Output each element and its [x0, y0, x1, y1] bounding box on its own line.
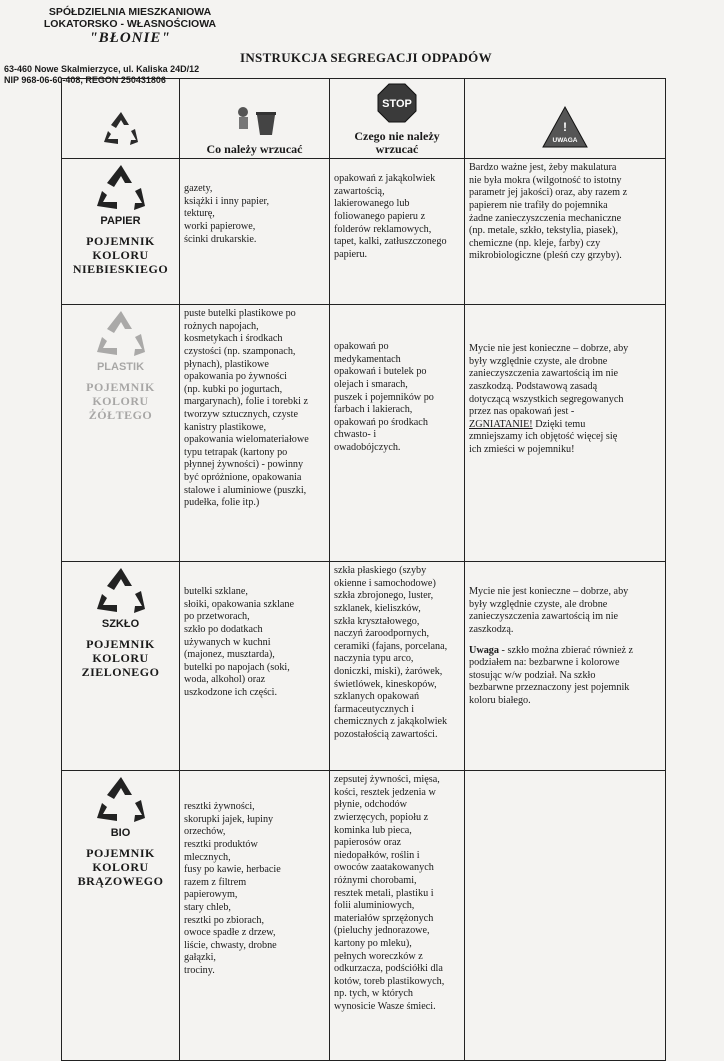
list-item: opakowania wielomateriałowe [184, 434, 309, 446]
list-item: butelki po napojach (soki, [184, 661, 290, 673]
note-cell [465, 305, 666, 562]
list-item: owoce spadłe z drzew, [184, 927, 276, 939]
list-item: rożnych napojach, [184, 320, 259, 332]
note-line: były względnie czyste, ale drobne [469, 598, 608, 610]
list-item: ścinki drukarskie. [184, 233, 257, 245]
list-item: szkło po dodatkach [184, 623, 263, 635]
note-line: były względnie czyste, ale drobne [469, 355, 608, 367]
bin-line-1: POJEMNIK [86, 636, 155, 651]
list-item: zawartością, [334, 185, 385, 197]
list-item: zwierzęcych, popiołu z [334, 811, 429, 823]
list-item: tworzyw sztucznych, czyste [184, 408, 298, 420]
header-cell-warning [465, 79, 666, 159]
list-item: materiałów sprzężonych [334, 912, 434, 924]
list-item: folii aluminiowych, [334, 900, 415, 912]
list-item: razem z filtrem [184, 876, 247, 888]
list-item: kości, resztek jedzenia w [334, 786, 436, 798]
list-item: szklanych opakowań [334, 691, 420, 703]
note-line: zaszkodzą. [469, 623, 514, 635]
list-item: szkła kryształowego, [334, 615, 420, 627]
bin-color-label [66, 234, 175, 276]
note-fragment: Dzięki temu [532, 418, 586, 430]
warning-triangle-icon [541, 105, 589, 149]
list-item: opakowań z jakąkolwiek [334, 173, 436, 185]
list-item: butelki szklane, [184, 586, 248, 598]
category-plastic [62, 305, 180, 562]
list-item: liście, chwasty, drobne [184, 939, 277, 951]
bin-line-2: KOLORU [92, 393, 149, 408]
recycle-icon [98, 109, 144, 149]
allowed-list [180, 305, 330, 562]
note-line: papierem nie trafiły do pojemnika [469, 199, 608, 211]
coop-address: 63-460 Nowe Skalmierzyce, ul. Kaliska 24D/12 [4, 64, 200, 74]
list-item: naczynia typu arco, [334, 653, 414, 665]
list-item: orzechów, [184, 826, 226, 838]
note-line: nie była mokra (wilgotność to istotny [469, 174, 622, 186]
note-line: dotyczącą wszystkich segregowanych [469, 393, 624, 405]
note-line: parametr jej jakości) oraz, aby razem z [469, 187, 628, 199]
allowed-list [180, 159, 330, 305]
list-item: tekturę, [184, 208, 215, 220]
list-item: chemicznych z jakąkolwiek [334, 716, 448, 728]
list-item: doniczki, miski), żarówek, [334, 665, 443, 677]
list-item: szkła zbrojonego, luster, [334, 590, 434, 602]
list-item: szklanek, kieliszków, [334, 602, 421, 614]
category-glass [62, 562, 180, 771]
coop-nip-regon: NIP 968-06-60-408, REGON 250431806 [4, 75, 166, 85]
list-item: po przetworach, [184, 611, 250, 623]
list-item: resztki po zbiorach, [184, 914, 265, 926]
stop-sign-label: STOP [382, 98, 412, 110]
list-item: czystości (np. szamponach, [184, 345, 296, 357]
list-item: zepsutej żywności, mięsa, [334, 774, 440, 786]
note-fragment: - szkło można zbierać również z [499, 644, 634, 656]
recycle-icon [89, 162, 153, 214]
category-tag: PAPIER [100, 215, 141, 228]
list-item: pełnych woreczków z [334, 950, 423, 962]
note-line: zmniejszamy ich objętość więcej się [469, 431, 618, 443]
list-item: kanistry plastikowe, [184, 421, 267, 433]
bin-line-2: KOLORU [92, 650, 149, 665]
note-cell [465, 562, 666, 771]
note-line: koloru białego. [469, 694, 531, 706]
bin-line-2: KOLORU [92, 859, 149, 874]
warning-label: UWAGA [552, 137, 578, 145]
column-title-allowed: Co należy wrzucać [206, 141, 303, 156]
note-line: zaszkodzą. Podstawową zasadą [469, 380, 598, 392]
list-item: margarynach), folie i torebki z [184, 396, 308, 408]
list-item: papierowym, [184, 889, 238, 901]
recycle-icon [89, 774, 153, 826]
list-item: płynach), plastikowe [184, 358, 269, 370]
bin-color-label [66, 846, 175, 888]
list-item: (majonez, musztarda), [184, 649, 275, 661]
table-row-paper [62, 159, 666, 305]
header-cell-forbidden [330, 79, 465, 159]
note-line [469, 645, 661, 658]
list-item: gałązki, [184, 952, 216, 964]
list-item: folderów reklamowych, [334, 223, 432, 235]
note-line: ich zmieści w pojemniku! [469, 443, 575, 455]
list-item: medykamentach [334, 353, 401, 365]
cooperative-stamp [30, 6, 230, 46]
bin-line-1: POJEMNIK [86, 379, 155, 394]
note-line: stosując w/w podział. Na szkło [469, 669, 596, 681]
note-line: (np. metale, szkło, tekstylia, piasek), [469, 225, 619, 237]
list-item: kominka lub pieca, [334, 824, 412, 836]
list-item: skorupki jajek, łupiny [184, 813, 274, 825]
bin-line-3: NIEBIESKIEGO [72, 261, 169, 276]
list-item: fusy po kawie, herbacie [184, 864, 281, 876]
column-title-forbidden-l2: wrzucać [375, 141, 419, 156]
category-tag: PLASTIK [96, 361, 145, 374]
bin-line-3: BRĄZOWEGO [77, 873, 164, 888]
emphasis-crush: ZGNIATANIE! [469, 418, 533, 430]
list-item: płynie, odchodów [334, 799, 407, 811]
bin-line-3: ŻÓŁTEGO [88, 407, 153, 422]
list-item: kosmetykach i środkach [184, 333, 283, 345]
note-cell-empty [465, 771, 666, 1061]
list-item: książki i inny papier, [184, 195, 270, 207]
list-item: różnymi chorobami, [334, 874, 417, 886]
list-item: niedopałków, roślin i [334, 849, 420, 861]
note-cell [465, 159, 666, 305]
list-item: opakowań po środkach [334, 416, 428, 428]
category-tag: BIO [110, 827, 131, 840]
column-title-forbidden-l1: Czego nie należy [354, 129, 440, 143]
note-line: podziałem na: bezbarwne i kolorowe [469, 657, 620, 669]
note-line: przez nas opakowań jest - [469, 406, 575, 418]
header-cell-allowed [180, 79, 330, 159]
table-header-row [62, 79, 666, 159]
list-item: (np. kubki po jogurtach, [184, 383, 283, 395]
list-item: stary chleb, [184, 901, 231, 913]
note-line: Mycie nie jest konieczne – dobrze, aby [469, 586, 629, 598]
list-item: gazety, [184, 183, 213, 195]
note-line: żadne zanieczyszczenia mechaniczne [469, 212, 622, 224]
note-line: Mycie nie jest konieczne – dobrze, aby [469, 343, 629, 355]
list-item: kotów, toreb plastikowych, [334, 975, 445, 987]
bin-color-label [66, 637, 175, 679]
list-item: okienne i samochodowe) [334, 577, 436, 589]
category-tag: SZKŁO [101, 618, 140, 631]
list-item: opakowań po [334, 341, 389, 353]
list-item: resztki produktów [184, 838, 258, 850]
note-line: chemiczne (np. kleje, farby) czy [469, 237, 601, 249]
bin-line-1: POJEMNIK [86, 233, 155, 248]
category-bio [62, 771, 180, 1061]
list-item: woda, alkohol) oraz [184, 674, 266, 686]
list-item: typu tetrapak (kartony po [184, 446, 288, 458]
list-item: puste butelki plastikowe po [184, 308, 296, 320]
coop-name: "BŁONIE" [89, 30, 171, 46]
list-item: chwasto- i [334, 429, 377, 441]
note-line: mikrobiologiczne (pleśń czy grzyby). [469, 250, 622, 262]
list-item: papieru. [334, 248, 368, 260]
coop-line-2: LOKATORSKO - WŁASNOŚCIOWA [43, 18, 217, 30]
list-item: wynosicie Wasze śmieci. [334, 1000, 436, 1012]
forbidden-list [330, 771, 465, 1061]
table-row-bio [62, 771, 666, 1061]
header-cell-recycle [62, 79, 180, 159]
list-item: kartony po mleku), [334, 937, 412, 949]
stop-sign-icon [376, 82, 418, 124]
document-title: INSTRUKCJA SEGREGACJI ODPADÓW [240, 50, 492, 65]
list-item: pudełka, folie itp.) [184, 497, 260, 509]
svg-text:!: ! [563, 120, 567, 135]
list-item: tapet, kalki, zatłuszczonego [334, 236, 447, 248]
table-row-glass [62, 562, 666, 771]
list-item: farmaceutycznych i [334, 703, 415, 715]
list-item: używanych w kuchni [184, 636, 271, 648]
list-item: lakierowanego lub [334, 198, 410, 210]
trash-bin-figure-icon [229, 105, 281, 137]
forbidden-list [330, 305, 465, 562]
list-item: resztki żywności, [184, 801, 255, 813]
list-item: owadobójczych. [334, 441, 401, 453]
recycle-icon [89, 565, 153, 617]
list-item: farbach i lakierach, [334, 404, 413, 416]
note-line: zanieczyszczenia zawartością im nie [469, 611, 619, 623]
note-line [469, 419, 661, 432]
list-item: odkurzacza, podściółki dla [334, 963, 443, 975]
note-line: bezbarwne przeznaczony jest pojemnik [469, 682, 630, 694]
list-item: np. tych, w których [334, 988, 413, 1000]
list-item: papierosów oraz [334, 837, 402, 849]
list-item: opakowań i butelek po [334, 366, 427, 378]
list-item: ceramiki (fajans, porcelana, [334, 640, 448, 652]
table-row-plastic [62, 305, 666, 562]
list-item: pozostałością zawartości. [334, 728, 438, 740]
list-item: naczyń żaroodpornych, [334, 628, 430, 640]
note-line: Bardzo ważne jest, żeby makulatura [469, 162, 617, 174]
allowed-list [180, 771, 330, 1061]
list-item: płynnej żywności) - powinny [184, 459, 304, 471]
list-item: uszkodzone ich części. [184, 686, 278, 698]
list-item: resztek metali, plastiku i [334, 887, 434, 899]
list-item: puszek i pojemników po [334, 391, 434, 403]
bin-line-2: KOLORU [92, 247, 149, 262]
list-item: opakowania po żywności [184, 371, 287, 383]
list-item: być opróżnione, opakowania [184, 471, 302, 483]
list-item: szkła płaskiego (szyby [334, 565, 427, 577]
list-item: słoiki, opakowania szklane [184, 598, 295, 610]
list-item: trociny. [184, 964, 215, 976]
recycle-icon [89, 308, 153, 360]
list-item: (pieluchy jednorazowe, [334, 925, 430, 937]
note-warning-label: Uwaga [469, 644, 499, 656]
list-item: worki papierowe, [184, 220, 256, 232]
list-item: olejach i smarach, [334, 378, 408, 390]
bin-line-3: ZIELONEGO [81, 664, 160, 679]
forbidden-list [330, 159, 465, 305]
forbidden-list [330, 562, 465, 771]
segregation-table [61, 78, 666, 1061]
coop-line-1: SPÓŁDZIELNIA MIESZKANIOWA [48, 6, 212, 18]
list-item: stalowe i aluminiowe (puszki, [184, 484, 307, 496]
bin-line-1: POJEMNIK [86, 845, 155, 860]
list-item: mlecznych, [184, 851, 231, 863]
note-line: zanieczyszczenia zawartością im nie [469, 368, 619, 380]
list-item: owoców zaatakowanych [334, 862, 434, 874]
list-item: świetlówek, kineskopów, [334, 678, 437, 690]
allowed-list [180, 562, 330, 771]
list-item: foliowanego papieru z [334, 210, 426, 222]
bin-color-label [66, 380, 175, 422]
category-paper [62, 159, 180, 305]
